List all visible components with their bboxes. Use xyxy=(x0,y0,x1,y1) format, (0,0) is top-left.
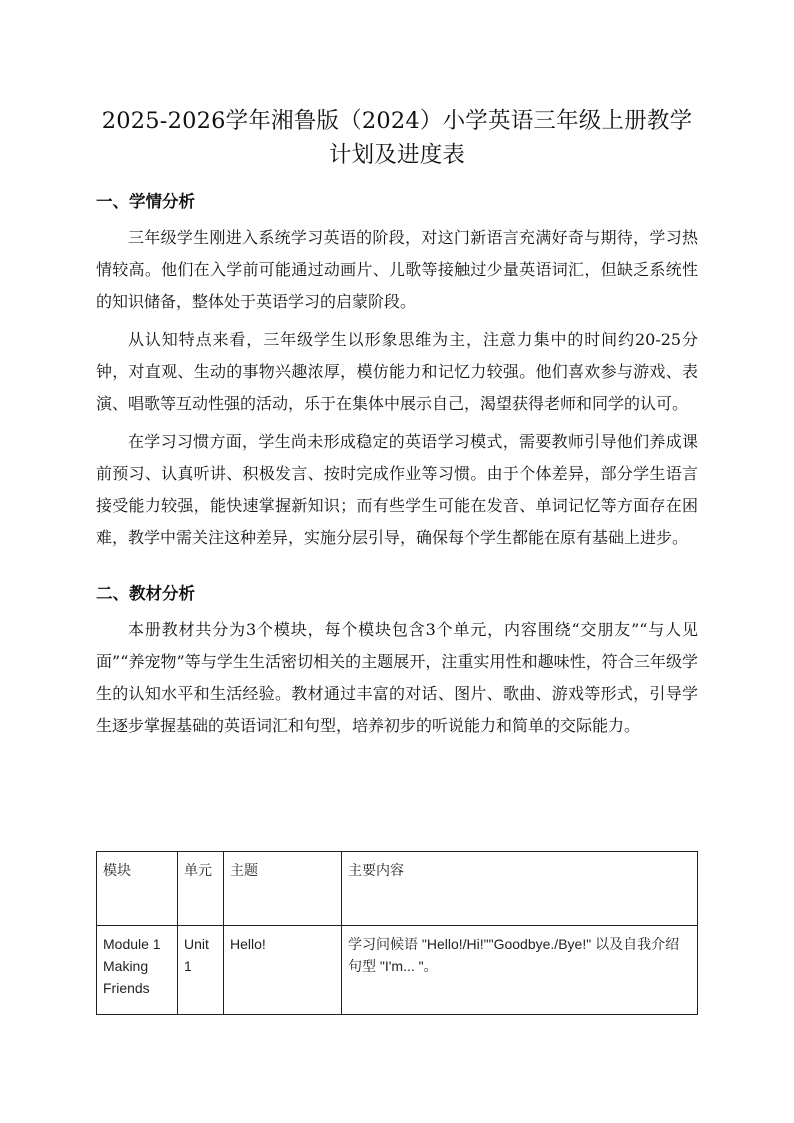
table-cell: Unit 1 xyxy=(178,926,224,1015)
paragraph: 在学习习惯方面，学生尚未形成稳定的英语学习模式，需要教师引导他们养成课前预习、认真听讲、积极发言、按时完成作业等习惯。由于个体差异，部分学生语言接受能力较强，能快速掌握新知识；而有些学生可能在发音、单词记忆等方面存在困难，教学中需关注这种差异，实施分层引导，确保每个学生都能在原有基础上进步。 xyxy=(96,432,698,547)
column-header: 主题 xyxy=(224,852,342,926)
section-heading-textbook-analysis: 二、教材分析 xyxy=(96,584,195,603)
paragraph: 三年级学生刚进入系统学习英语的阶段，对这门新语言充满好奇与期待，学习热情较高。他们在入学前可能通过动画片、儿歌等接触过少量英语词汇，但缺乏系统性的知识储备，整体处于英语学习的启蒙阶段。 xyxy=(96,228,698,311)
document-title: 2025-2026学年湘鲁版（2024）小学英语三年级上册教学计划及进度表 xyxy=(101,108,693,168)
column-header: 单元 xyxy=(178,852,224,926)
table-cell: 学习问候语 "Hello!/Hi!""Goodbye./Bye!" 以及自我介绍句型 "I'm... "。 xyxy=(342,926,698,1015)
table-cell: Module 1 Making Friends xyxy=(97,926,178,1015)
table-row xyxy=(97,926,698,1015)
column-header: 主要内容 xyxy=(342,852,698,926)
schedule-table xyxy=(96,851,698,1015)
paragraph: 本册教材共分为3个模块，每个模块包含3个单元，内容围绕“交朋友”“与人见面”“养宠物”等与学生生活密切相关的主题展开，注重实用性和趣味性，符合三年级学生的认知水平和生活经验。教材通过丰富的对话、图片、歌曲、游戏等形式，引导学生逐步掌握基础的英语词汇和句型，培养初步的听说能力和简单的交际能力。 xyxy=(96,620,698,735)
paragraph: 从认知特点来看，三年级学生以形象思维为主，注意力集中的时间约20-25分钟，对直观、生动的事物兴趣浓厚，模仿能力和记忆力较强。他们喜欢参与游戏、表演、唱歌等互动性强的活动，乐于在集体中展示自己，渴望获得老师和同学的认可。 xyxy=(96,330,698,413)
section-heading-student-analysis: 一、学情分析 xyxy=(96,192,195,211)
document-page xyxy=(96,0,698,742)
table-header-row xyxy=(97,852,698,926)
table-cell: Hello! xyxy=(224,926,342,1015)
column-header: 模块 xyxy=(97,852,178,926)
